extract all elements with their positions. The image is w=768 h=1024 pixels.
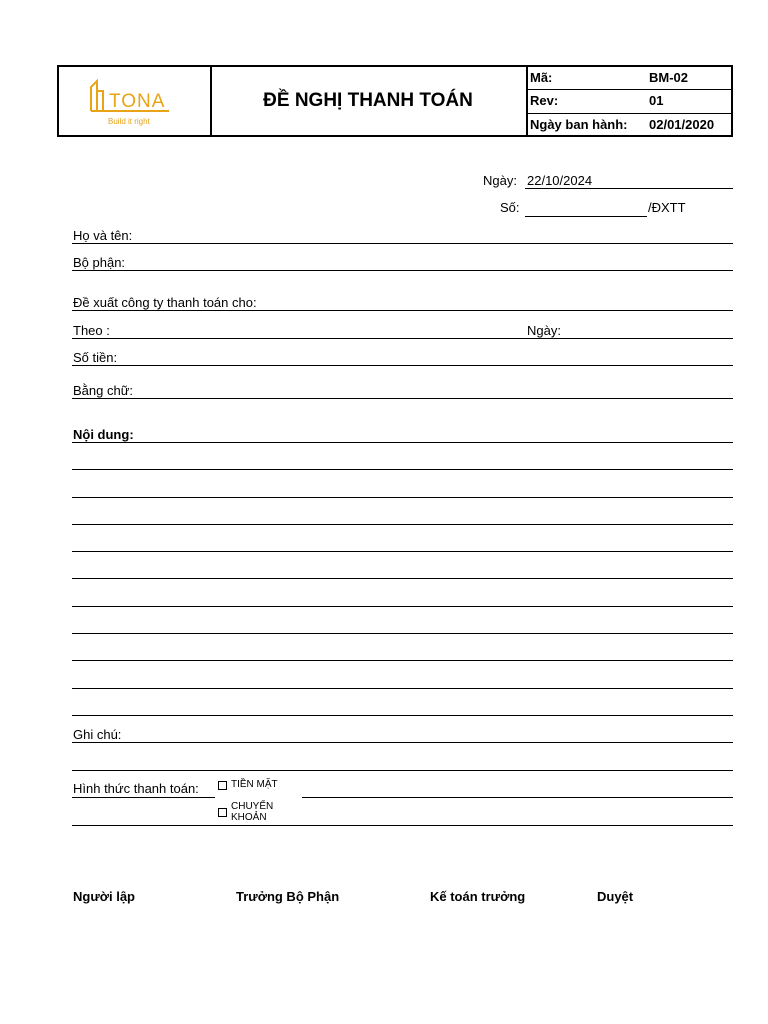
department-field[interactable] xyxy=(72,270,733,271)
logo-text: TONA xyxy=(109,91,166,112)
according-field[interactable] xyxy=(72,338,733,339)
name-label: Họ và tên: xyxy=(73,228,133,243)
content-line[interactable] xyxy=(72,497,733,498)
content-line[interactable] xyxy=(72,715,733,716)
propose-field[interactable] xyxy=(72,310,733,311)
content-line[interactable] xyxy=(72,606,733,607)
title-cell xyxy=(210,67,528,135)
transfer-checkbox[interactable] xyxy=(218,808,227,817)
meta-table xyxy=(528,67,731,135)
signature-chief-accountant: Kế toán trưởng xyxy=(430,889,526,904)
amount-label: Số tiền: xyxy=(73,350,118,365)
department-label: Bộ phận: xyxy=(73,255,126,270)
form-title: ĐỀ NGHỊ THANH TOÁN xyxy=(263,90,473,111)
amount-words-label: Bằng chữ: xyxy=(73,383,134,398)
according-label: Theo : xyxy=(73,323,110,338)
according-date-label: Ngày: xyxy=(527,323,561,338)
logo-cell xyxy=(59,67,212,135)
amount-field[interactable] xyxy=(72,365,733,366)
number-field[interactable] xyxy=(525,216,647,217)
form-header xyxy=(57,65,733,137)
content-line[interactable] xyxy=(72,578,733,579)
number-label: Số: xyxy=(500,200,520,215)
payment-method-label: Hình thức thanh toán: xyxy=(73,781,199,796)
meta-key: Ngày ban hành: xyxy=(530,117,628,132)
name-field[interactable] xyxy=(72,243,733,244)
content-line[interactable] xyxy=(72,660,733,661)
date-value[interactable]: 22/10/2024 xyxy=(527,173,593,188)
cash-option-label: TIỀN MẶT xyxy=(231,779,278,790)
content-line[interactable] xyxy=(72,524,733,525)
content-line[interactable] xyxy=(72,688,733,689)
content-line[interactable] xyxy=(72,469,733,470)
note-label: Ghi chú: xyxy=(73,727,122,742)
meta-row-rev xyxy=(528,90,731,112)
cash-checkbox[interactable] xyxy=(218,781,227,790)
meta-row-code xyxy=(528,67,731,89)
meta-value: BM-02 xyxy=(649,70,689,85)
number-suffix: /ĐXTT xyxy=(648,200,686,215)
propose-label: Đề xuất công ty thanh toán cho: xyxy=(73,295,257,310)
signature-preparer: Người lập xyxy=(73,889,135,904)
logo-tagline: Build it right xyxy=(108,117,150,126)
date-label: Ngày: xyxy=(483,173,517,188)
meta-key: Rev: xyxy=(530,93,559,108)
meta-value: 01 xyxy=(649,93,664,108)
note-field[interactable] xyxy=(72,742,733,743)
signature-approval: Duyệt xyxy=(597,889,634,904)
transfer-option-label: CHUYỂN KHOẢN xyxy=(231,801,274,823)
content-label: Nội dung: xyxy=(73,427,134,442)
content-line[interactable] xyxy=(72,551,733,552)
amount-words-field[interactable] xyxy=(72,398,733,399)
meta-row-issue-date xyxy=(528,114,731,136)
meta-value: 02/01/2020 xyxy=(649,117,715,132)
note-line[interactable] xyxy=(72,770,733,771)
signature-department-head: Trưởng Bộ Phận xyxy=(236,889,340,904)
content-line[interactable] xyxy=(72,633,733,634)
meta-key: Mã: xyxy=(530,70,553,85)
